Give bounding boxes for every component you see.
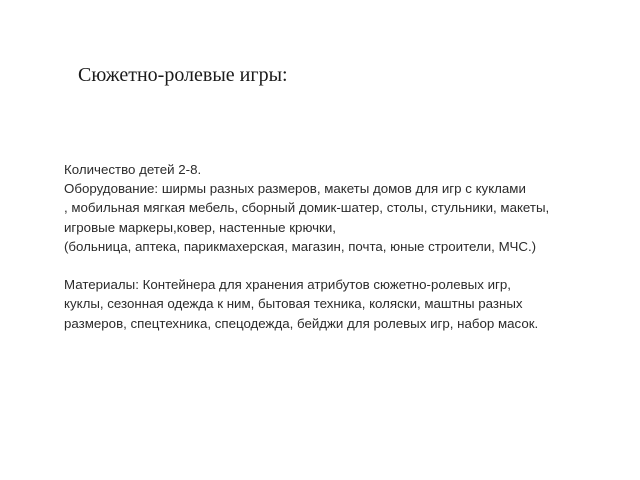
- equipment-line-1: Оборудование: ширмы разных размеров, макеты домов для игр с куклами: [64, 181, 526, 197]
- slide-body: [64, 160, 624, 333]
- paragraph-gap: [64, 256, 624, 275]
- materials-line-2: куклы, сезонная одежда к ним, бытовая техника, коляски, маштны разных: [64, 296, 523, 312]
- equipment-line-3: игровые маркеры,ковер, настенные крючки,: [64, 219, 336, 235]
- equipment-line-2: , мобильная мягкая мебель, сборный домик-шатер, столы, стульники, макеты,: [64, 200, 550, 216]
- slide-title: Сюжетно-ролевые игры:: [78, 64, 288, 86]
- equipment-line-4: (больница, аптека, парикмахерская, магазин, почта, юные строители, МЧС.): [64, 238, 537, 254]
- materials-line-3: размеров, спецтехника, спецодежда, бейджи для ролевых игр, набор масок.: [64, 315, 539, 331]
- materials-line-1: Материалы: Контейнера для хранения атрибутов сюжетно-ролевых игр,: [64, 277, 511, 293]
- children-count-line: Количество детей 2-8.: [64, 162, 202, 177]
